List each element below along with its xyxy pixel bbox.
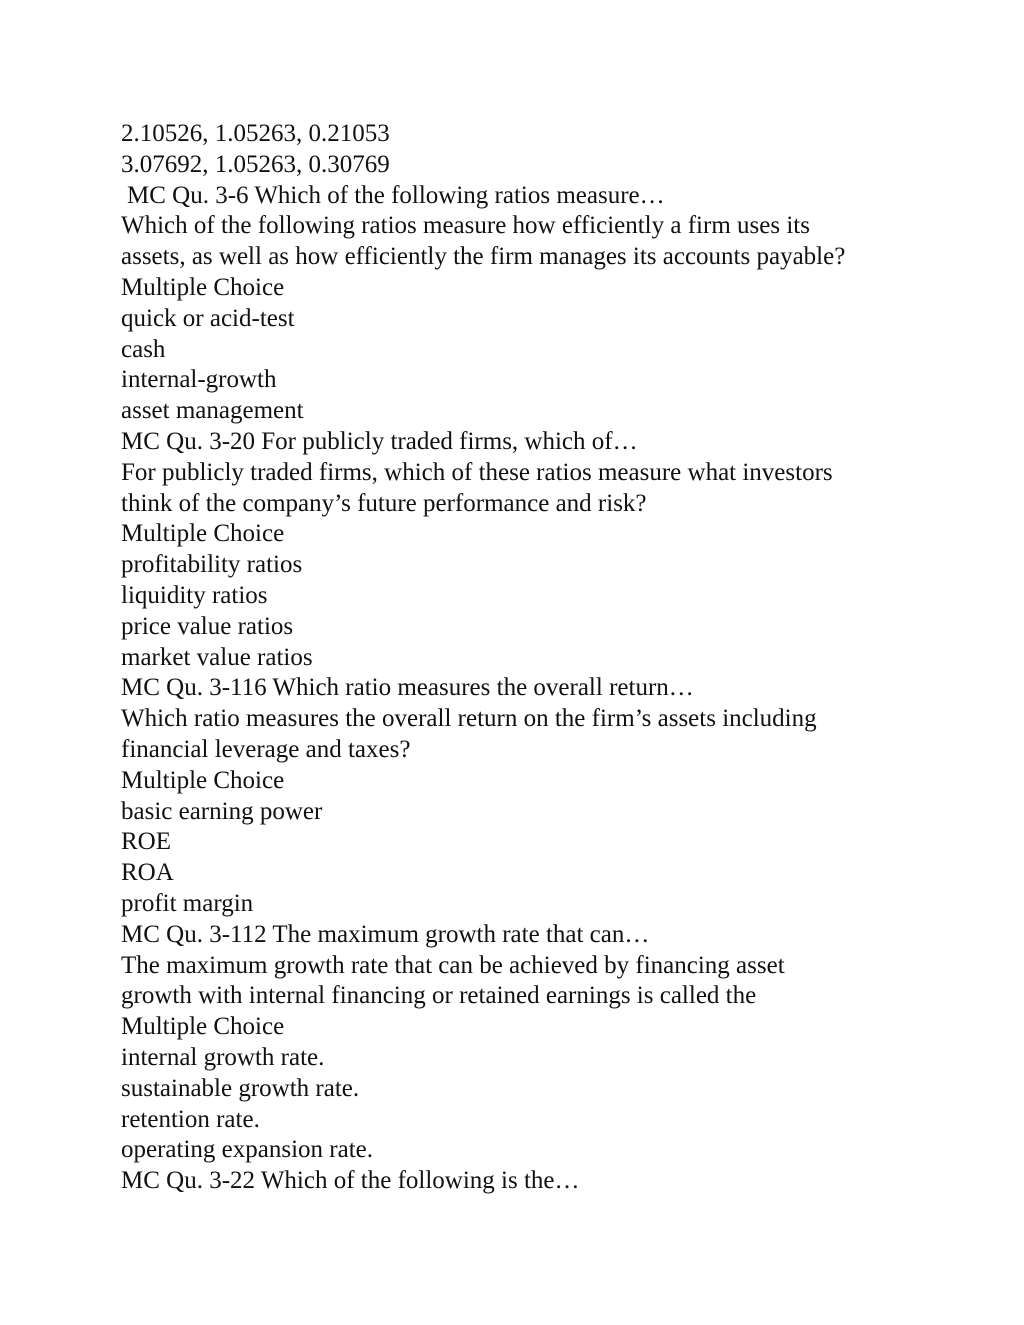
question-heading: MC Qu. 3-112 The maximum growth rate that can…	[121, 920, 650, 948]
answer-option: internal-growth	[121, 366, 277, 394]
question-heading: MC Qu. 3-116 Which ratio measures the overall return…	[121, 674, 694, 702]
answer-option: asset management	[121, 397, 304, 425]
answer-option: sustainable growth rate.	[121, 1074, 360, 1102]
question-heading: MC Qu. 3-22 Which of the following is the…	[121, 1167, 580, 1195]
answer-option: operating expansion rate.	[121, 1136, 373, 1164]
question-text: assets, as well as how efficiently the firm manages its accounts payable?	[121, 243, 846, 271]
question-heading: MC Qu. 3-20 For publicly traded firms, which of…	[121, 427, 638, 455]
answer-option: cash	[121, 335, 166, 363]
question-type-label: Multiple Choice	[121, 520, 285, 548]
answer-option: retention rate.	[121, 1105, 260, 1133]
question-heading: MC Qu. 3-6 Which of the following ratios measure…	[127, 181, 665, 209]
question-text: Which of the following ratios measure how efficiently a firm uses its	[121, 212, 810, 240]
question-type-label: Multiple Choice	[121, 1013, 285, 1041]
question-type-label: Multiple Choice	[121, 766, 285, 794]
question-text: think of the company’s future performance and risk?	[121, 489, 647, 517]
question-text: Which ratio measures the overall return on the firm’s assets including	[121, 705, 817, 733]
answer-option: market value ratios	[121, 643, 313, 671]
question-text: financial leverage and taxes?	[121, 735, 411, 763]
answer-values-line: 3.07692, 1.05263, 0.30769	[121, 150, 390, 178]
document-page	[121, 119, 921, 1197]
answer-option: internal growth rate.	[121, 1043, 325, 1071]
answer-option: quick or acid-test	[121, 304, 295, 332]
answer-values-line: 2.10526, 1.05263, 0.21053	[121, 120, 390, 147]
answer-option: price value ratios	[121, 612, 294, 640]
question-type-label: Multiple Choice	[121, 273, 285, 301]
answer-option: profitability ratios	[121, 551, 303, 579]
answer-option: ROA	[121, 859, 174, 887]
answer-option: ROE	[121, 828, 171, 856]
answer-option: profit margin	[121, 889, 254, 917]
question-text: For publicly traded firms, which of these ratios measure what investors	[121, 458, 833, 486]
answer-option: liquidity ratios	[121, 581, 268, 609]
answer-option: basic earning power	[121, 797, 323, 825]
question-text: The maximum growth rate that can be achieved by financing asset	[121, 951, 785, 979]
question-text: growth with internal financing or retained earnings is called the	[121, 982, 757, 1010]
